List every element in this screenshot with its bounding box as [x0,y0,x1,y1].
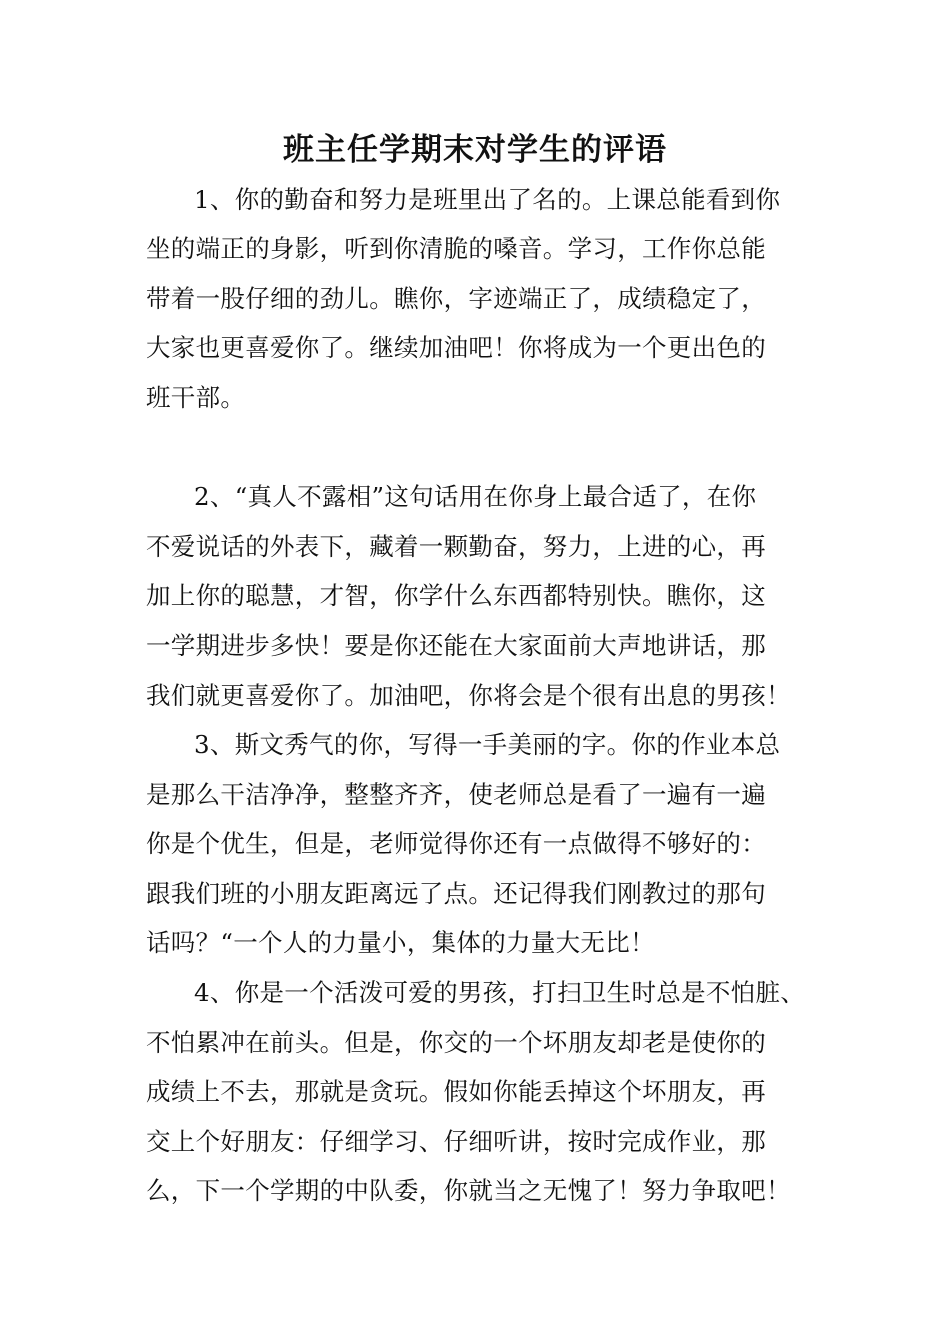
paragraph-1-line-1: 1、你的勤奋和努力是班里出了名的。上课总能看到你 [194,185,781,214]
paragraph-2-line-1: 2、“真人不露相”这句话用在你身上最合适了，在你 [194,482,757,511]
paragraph-4-line-3: 成绩上不去，那就是贪玩。假如你能丢掉这个坏朋友，再 [146,1077,766,1106]
paragraph-2-line-2: 不爱说话的外表下，藏着一颗勤奋，努力，上进的心，再 [146,532,766,561]
paragraph-3-line-1: 3、斯文秀气的你，写得一手美丽的字。你的作业本总 [194,730,781,759]
paragraph-4-line-2: 不怕累冲在前头。但是，你交的一个坏朋友却老是使你的 [146,1028,766,1057]
paragraph-3-line-2: 是那么干洁净净，整整齐齐，使老师总是看了一遍有一遍 [146,780,766,809]
paragraph-2-line-3: 加上你的聪慧，才智，你学什么东西都特别快。瞧你，这 [146,581,766,610]
paragraph-3-line-4: 跟我们班的小朋友距离远了点。还记得我们刚教过的那句 [146,879,766,908]
paragraph-1-line-4: 大家也更喜爱你了。继续加油吧！你将成为一个更出色的 [146,333,766,362]
paragraph-4-line-4: 交上个好朋友：仔细学习、仔细听讲，按时完成作业，那 [146,1127,766,1156]
paragraph-4-line-1: 4、你是一个活泼可爱的男孩，打扫卫生时总是不怕脏、 [194,978,806,1007]
paragraph-3-line-5: 话吗？“一个人的力量小，集体的力量大无比！ [146,928,655,957]
document-title: 班主任学期末对学生的评语 [283,132,667,168]
paragraph-1-line-5: 班干部。 [146,383,246,412]
paragraph-2-line-4: 一学期进步多快！要是你还能在大家面前大声地讲话，那 [146,631,766,660]
paragraph-2-line-5: 我们就更喜爱你了。加油吧，你将会是个很有出息的男孩！ [146,681,791,710]
paragraph-1-line-2: 坐的端正的身影，听到你清脆的嗓音。学习，工作你总能 [146,234,766,263]
paragraph-3-line-3: 你是个优生，但是，老师觉得你还有一点做得不够好的： [146,829,766,858]
paragraph-1-line-3: 带着一股仔细的劲儿。瞧你，字迹端正了，成绩稳定了， [146,284,766,313]
paragraph-4-line-5: 么，下一个学期的中队委，你就当之无愧了！努力争取吧！ [146,1176,791,1205]
